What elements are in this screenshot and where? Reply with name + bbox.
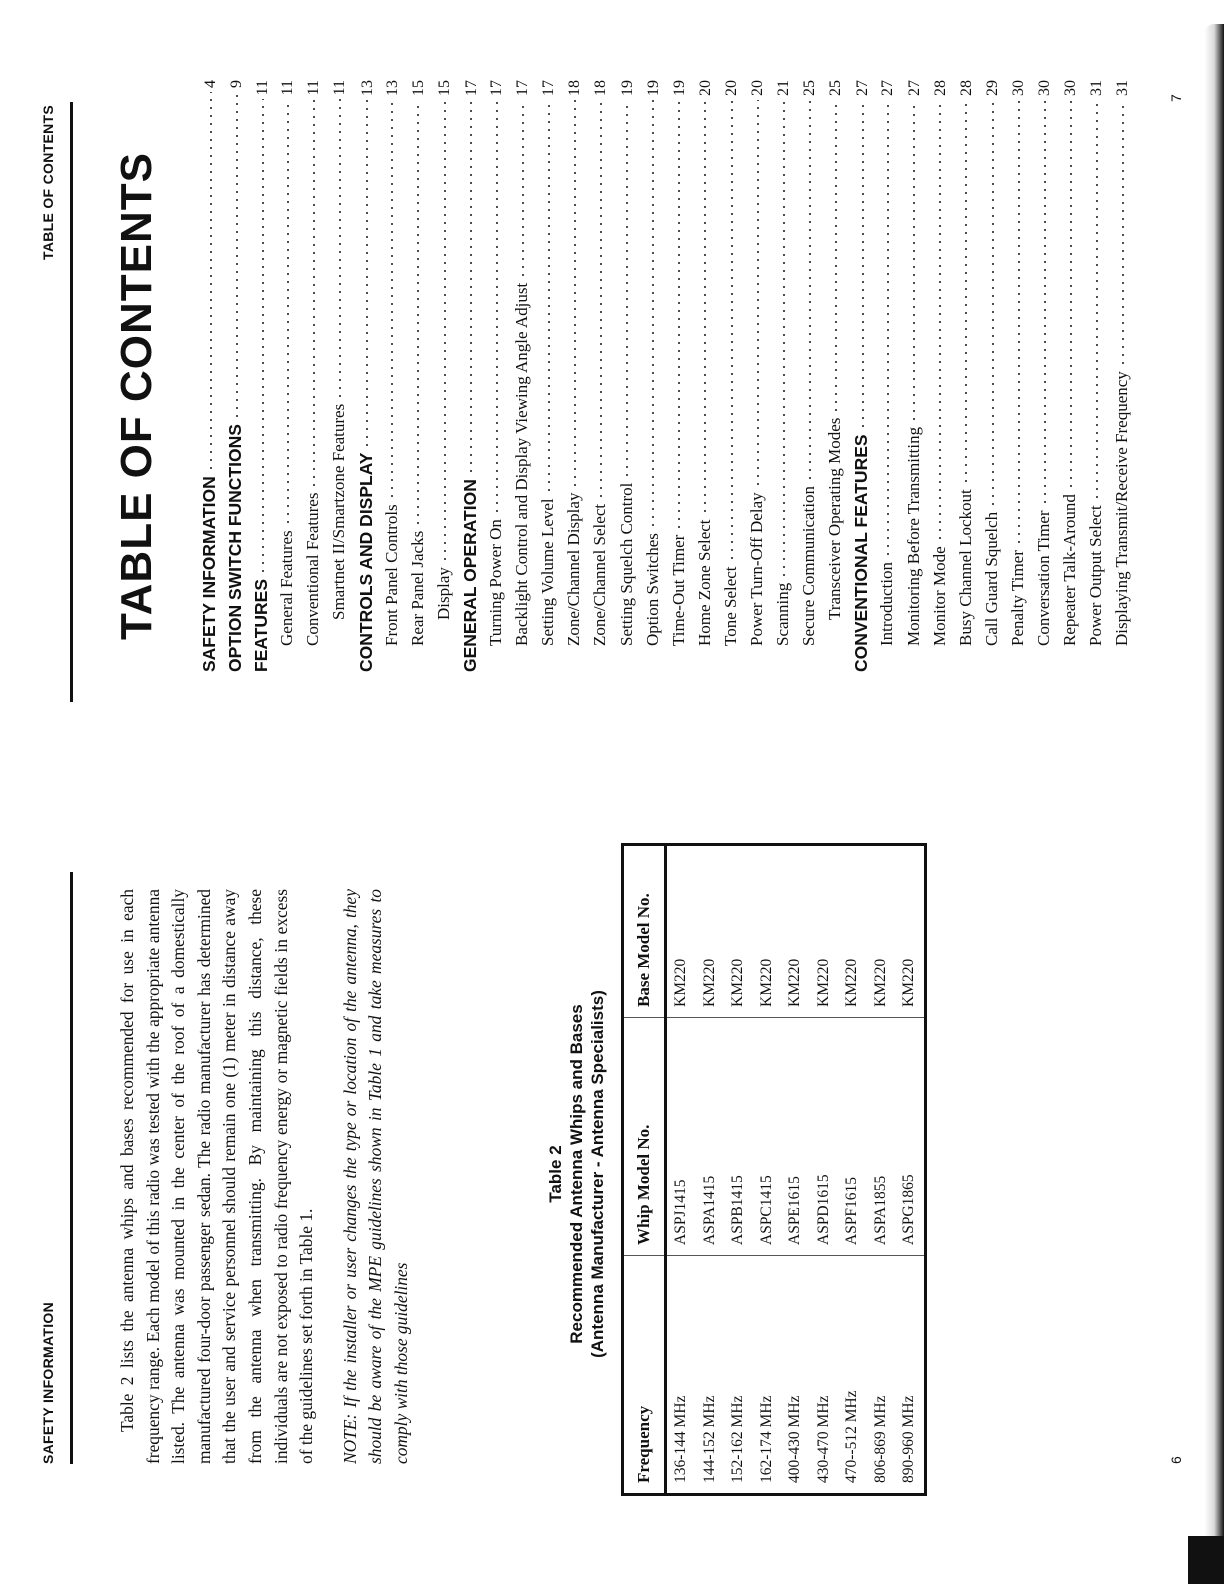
- toc-entry-label: Front Panel Controls: [381, 504, 401, 646]
- toc-entry-label: Time-Out Timer: [668, 534, 688, 646]
- toc-entry: [822, 80, 848, 672]
- toc-leader-dots: [200, 92, 218, 472]
- toc-leader-dots: [904, 100, 921, 423]
- toc-entry-label: Zone/Channel Display: [564, 492, 584, 646]
- toc-entry: [979, 80, 1005, 672]
- toc-section-entry: [222, 80, 248, 672]
- toc-title: TABLE OF CONTENTS: [112, 152, 161, 640]
- toc-entry-page: 17: [462, 80, 480, 96]
- toc-entry: [1083, 80, 1109, 672]
- toc-entry-label: Setting Volume Level: [538, 498, 558, 646]
- toc-entry: [1031, 80, 1057, 672]
- cell-frequency: 152-162 MHz: [724, 1256, 753, 1495]
- toc-entry-label: GENERAL OPERATION: [459, 479, 480, 672]
- cell-frequency: 806-869 MHz: [867, 1256, 896, 1495]
- toc-leader-dots: [1008, 100, 1025, 546]
- toc-entry: [666, 80, 692, 672]
- toc-entry-page: 13: [358, 80, 376, 96]
- cell-base-model: KM220: [871, 958, 889, 1007]
- toc-entry-label: Conversation Timer: [1034, 510, 1053, 646]
- toc-entry-page: 15: [435, 80, 453, 96]
- toc-entry-page: 27: [879, 80, 897, 96]
- toc-entry: [405, 80, 431, 672]
- toc-entry: [640, 80, 666, 672]
- toc-entry-page: 19: [670, 80, 688, 96]
- toc-entry-label: Call Guard Squelch: [981, 511, 1001, 646]
- toc-entry-label: Scanning: [773, 582, 793, 646]
- cell-frequency: 400-430 MHz: [781, 1256, 810, 1495]
- toc-entry: [274, 80, 300, 672]
- toc-section-entry: [848, 80, 874, 672]
- toc-entry-page: 11: [254, 80, 272, 96]
- toc-entry-page: 11: [331, 80, 349, 96]
- toc-entry-label: FEATURES: [251, 578, 272, 672]
- header-frequency: Frequency: [623, 1256, 666, 1495]
- cell-whip-model: ASPC1415: [753, 1018, 782, 1256]
- antenna-table: [621, 843, 927, 1496]
- toc-entry: [587, 80, 613, 672]
- toc-leader-dots: [852, 100, 870, 430]
- page-left: [0, 792, 1224, 1584]
- toc-entry-label: Zone/Channel Select: [590, 503, 610, 646]
- table-row: [838, 845, 867, 1495]
- cell-whip-model: ASPA1415: [696, 1018, 725, 1256]
- header-whip-model: Whip Model No.: [623, 1018, 666, 1256]
- cell-frequency: 890-960 MHz: [895, 1256, 925, 1495]
- toc-leader-dots: [669, 100, 686, 531]
- toc-leader-dots: [277, 99, 294, 526]
- table-row: [895, 845, 925, 1495]
- toc-leader-dots: [303, 99, 320, 488]
- toc-leader-dots: [564, 100, 581, 489]
- toc-entry-page: 19: [618, 80, 636, 96]
- cell-frequency: 430-470 MHz: [810, 1256, 839, 1495]
- toc-leader-dots: [956, 100, 973, 485]
- table-subtitle: (Antenna Manufacturer - Antenna Specialists): [588, 990, 607, 1358]
- toc-entry: [874, 80, 900, 672]
- toc-entry-page: 31: [1114, 80, 1132, 96]
- toc-entry-page: 27: [905, 80, 923, 96]
- toc-entry-page: 18: [592, 80, 610, 96]
- cell-base-model: KM220: [814, 958, 832, 1007]
- cell-whip-model: ASPB1415: [724, 1018, 753, 1256]
- toc-leader-dots: [460, 100, 478, 475]
- toc-entry-page: 9: [228, 80, 246, 88]
- cell-frequency: 136-144 MHz: [666, 1256, 696, 1495]
- page-edge-shadow: [1196, 24, 1224, 1564]
- toc-entry-label: Penalty Timer: [1007, 550, 1027, 646]
- toc-entry-label: Power Output Select: [1086, 505, 1106, 646]
- cell-base-model: KM220: [786, 958, 804, 1007]
- cell-frequency: 470--512 MHz: [838, 1256, 867, 1495]
- toc-leader-dots: [408, 100, 425, 527]
- table-row: [867, 845, 896, 1495]
- toc-section-entry: [457, 80, 483, 672]
- table-body: [666, 845, 926, 1495]
- cell-base-model: KM220: [843, 958, 861, 1007]
- toc-leader-dots: [1086, 100, 1103, 501]
- binding-spine: [1188, 1536, 1224, 1584]
- table-header-row: [623, 845, 666, 1495]
- toc-entry-page: 20: [748, 80, 766, 96]
- toc-entry-label: Busy Channel Lockout: [955, 489, 975, 646]
- toc-entry-page: 18: [566, 80, 584, 96]
- toc-entry: [614, 80, 640, 672]
- cell-whip-model: ASPJ1415: [666, 1018, 696, 1256]
- table-row: [810, 845, 839, 1495]
- toc-entry-page: 31: [1088, 80, 1106, 96]
- running-head-rule-left: [70, 872, 73, 1464]
- toc-leader-dots: [982, 100, 999, 508]
- toc-entry-label: Turning Power On: [486, 519, 506, 646]
- toc-entry-label: Power Turn-Off Delay: [746, 492, 766, 646]
- toc-leader-dots: [252, 99, 270, 575]
- toc-leader-dots: [877, 100, 894, 558]
- toc-entry: [1057, 80, 1083, 672]
- cell-whip-model: ASPD1615: [810, 1018, 839, 1256]
- toc-entry-page: 21: [775, 80, 793, 96]
- toc-leader-dots: [643, 100, 660, 529]
- table-row: [666, 845, 696, 1495]
- toc-entry: [509, 80, 535, 672]
- toc-entry-label: Introduction: [877, 561, 897, 646]
- toc-leader-dots: [512, 100, 529, 279]
- toc-section-entry: [248, 80, 274, 672]
- toc-entry: [744, 80, 770, 672]
- toc-leader-dots: [695, 100, 712, 515]
- page-number-left: 6: [1168, 1456, 1184, 1464]
- toc-entry-page: 29: [983, 80, 1001, 96]
- running-head-right: TABLE OF CONTENTS: [40, 105, 56, 260]
- cell-whip-model: ASPE1615: [781, 1018, 810, 1256]
- body-paragraph: Table 2 lists the antenna whips and bases recommended for use in each frequency range. Each model of this radio was tested with the appropriate antenna listed. The antenna was mounted in the center of the roof of a domestically manufactured four-door passenger sedan. The radio manufacturer has determined that the user and service personnel should remain one (1) meter in distance away from the antenna when transmitting. By maintaining this distance, these individuals are not exposed to radio frequency energy or magnetic fields in excess of the guidelines set forth in Table 1.: [117, 889, 317, 1464]
- table-row: [724, 845, 753, 1495]
- toc-section-entry: [353, 80, 379, 672]
- toc-entry-page: 17: [540, 80, 558, 96]
- toc-entry-page: 19: [644, 80, 662, 96]
- toc-entry-label: Home Zone Select: [694, 519, 714, 646]
- toc-leader-dots: [799, 100, 816, 482]
- toc-entry-label: Displaying Transmit/Receive Frequency: [1112, 371, 1132, 646]
- toc-leader-dots: [382, 100, 399, 500]
- toc-entry-page: 30: [1036, 80, 1053, 96]
- toc-entry: [953, 80, 979, 672]
- toc-entry-page: 17: [514, 80, 532, 96]
- cell-frequency: 162-174 MHz: [753, 1256, 782, 1495]
- toc-entry-page: 25: [801, 80, 819, 96]
- toc-entry-page: 28: [957, 80, 975, 96]
- cell-base-model: KM220: [700, 958, 718, 1007]
- toc-entry-label: Rear Panel Jacks: [407, 530, 427, 646]
- toc-entry: [901, 80, 927, 672]
- toc-entry-label: Smartnet II/Smartzone Features: [329, 403, 349, 620]
- body-text: [115, 889, 415, 1464]
- toc-leader-dots: [590, 100, 607, 500]
- toc-entry: [326, 80, 352, 672]
- cell-whip-model: ASPG1865: [895, 1018, 925, 1256]
- toc-entry: [927, 80, 953, 672]
- toc-section-entry: [196, 80, 222, 672]
- toc-entry: [300, 80, 326, 672]
- toc-leader-dots: [538, 100, 555, 494]
- toc-entry: [535, 80, 561, 672]
- toc-entry-label: Option Switches: [642, 533, 662, 646]
- table-row: [696, 845, 725, 1495]
- toc-entry-label: Transceiver Operating Modes: [825, 417, 845, 620]
- toc-leader-dots: [721, 100, 738, 562]
- cell-base-model: KM220: [729, 958, 747, 1007]
- toc-entry-page: 11: [305, 80, 323, 96]
- toc-entry: [718, 80, 744, 672]
- toc-entry-label: General Features: [277, 530, 297, 646]
- cell-whip-model: ASPA1855: [867, 1018, 896, 1256]
- page-number-right: 7: [1168, 94, 1184, 102]
- toc-entry-label: Display: [433, 567, 453, 620]
- toc-leader-dots: [1112, 100, 1129, 367]
- toc-leader-dots: [773, 100, 790, 579]
- toc-leader-dots: [1034, 100, 1051, 506]
- toc-entry-label: Monitor Mode: [929, 546, 949, 646]
- toc-entry: [796, 80, 822, 672]
- toc-entry-label: CONVENTIONAL FEATURES: [851, 434, 872, 672]
- toc-leader-dots: [486, 100, 503, 515]
- toc-leader-dots: [825, 100, 842, 414]
- toc-entry-page: 20: [722, 80, 740, 96]
- table-row: [753, 845, 782, 1495]
- toc-leader-dots: [617, 100, 634, 479]
- running-head-left: SAFETY INFORMATION: [40, 1302, 56, 1464]
- toc-entry: [692, 80, 718, 672]
- cell-whip-model: ASPF1615: [838, 1018, 867, 1256]
- toc-leader-dots: [747, 100, 764, 488]
- toc-entry-label: Repeater Talk-Around: [1060, 494, 1080, 646]
- toc-list: [196, 80, 1135, 672]
- toc-entry-label: Backlight Control and Display Viewing Angle Adjust: [512, 282, 532, 646]
- toc-entry-page: 15: [409, 80, 427, 96]
- toc-entry: [431, 80, 457, 672]
- toc-entry-page: 4: [202, 80, 219, 88]
- cell-base-model: KM220: [672, 958, 690, 1007]
- toc-leader-dots: [930, 100, 947, 542]
- toc-entry-label: OPTION SWITCH FUNCTIONS: [225, 424, 246, 672]
- table-number: Table 2: [546, 1145, 565, 1203]
- toc-entry-label: Setting Squelch Control: [616, 482, 636, 646]
- toc-entry-label: CONTROLS AND DISPLAY: [355, 452, 376, 672]
- toc-entry-page: 30: [1062, 80, 1080, 96]
- toc-entry-label: Secure Communication: [799, 485, 819, 646]
- header-base-model: Base Model No.: [623, 845, 666, 1018]
- toc-leader-dots: [329, 99, 346, 399]
- toc-leader-dots: [434, 100, 451, 563]
- toc-entry: [379, 80, 405, 672]
- cell-frequency: 144-152 MHz: [696, 1256, 725, 1495]
- toc-entry: [770, 80, 796, 672]
- toc-entry-page: 20: [696, 80, 714, 96]
- toc-entry-page: 27: [854, 80, 872, 96]
- toc-entry: [1005, 80, 1031, 672]
- toc-leader-dots: [356, 100, 374, 449]
- note-paragraph: NOTE: If the installer or user changes the type or location of the antenna, they should be aware of the MPE guidelines shown in Table 1 and take measures to comply with those guidelines: [339, 889, 411, 1464]
- toc-entry-label: Tone Select: [720, 566, 740, 646]
- toc-entry-label: SAFETY INFORMATION: [199, 476, 219, 672]
- toc-entry-label: Monitoring Before Transmitting: [903, 426, 923, 646]
- table-row: [781, 845, 810, 1495]
- toc-entry-page: 11: [279, 80, 297, 96]
- toc-entry-page: 30: [1009, 80, 1027, 96]
- toc-entry-page: 28: [931, 80, 949, 96]
- table-caption: [545, 914, 608, 1434]
- cell-base-model: KM220: [757, 958, 775, 1007]
- toc-entry-label: Conventional Features: [303, 492, 323, 646]
- toc-entry: [1109, 80, 1135, 672]
- toc-entry-page: 13: [383, 80, 401, 96]
- table-title: Recommended Antenna Whips and Bases: [567, 1004, 586, 1344]
- running-head-rule-right: [70, 102, 73, 702]
- toc-entry: [483, 80, 509, 672]
- toc-entry-page: 17: [488, 80, 506, 96]
- toc-leader-dots: [1060, 100, 1077, 490]
- toc-entry-page: 25: [827, 80, 845, 96]
- toc-entry: [561, 80, 587, 672]
- toc-leader-dots: [226, 92, 244, 420]
- cell-base-model: KM220: [900, 958, 918, 1007]
